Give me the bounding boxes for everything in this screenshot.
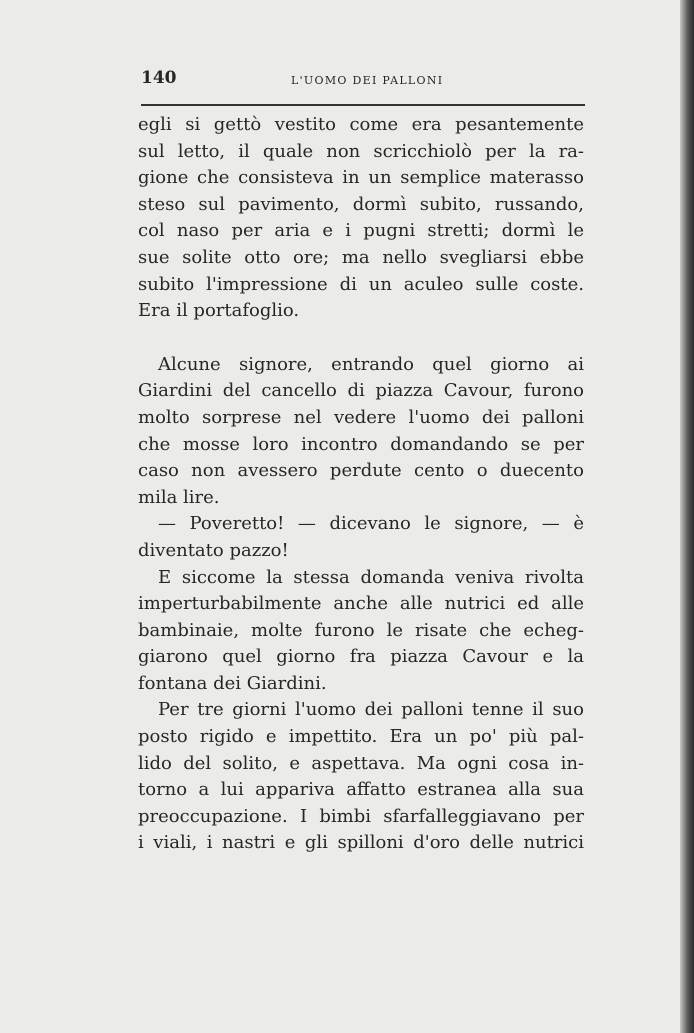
body-text (138, 112, 584, 857)
text-line: egli si gettò vestito come era pesantemente (138, 114, 584, 135)
text-line: subito l'impressione di un aculeo sulle coste. (138, 273, 584, 295)
text-line: torno a lui appariva affatto estranea alla sua (138, 779, 584, 801)
section-break (138, 325, 584, 352)
text-line: mila lire. (138, 486, 220, 508)
text-line: bambinaie, molte furono le risate che echeg- (138, 619, 584, 641)
paragraph (138, 697, 584, 857)
text-line: molto sorprese nel vedere l'uomo dei palloni (138, 406, 584, 428)
text-line: preoccupazione. I bimbi sfarfalleggiavano per (138, 805, 584, 827)
text-line: Alcune signore, entrando quel giorno ai (158, 353, 584, 375)
text-line: fontana dei Giardini. (138, 672, 327, 694)
paragraph (138, 565, 584, 698)
text-line: — Poveretto! — dicevano le signore, — è (158, 513, 584, 535)
text-line: sul letto, il quale non scricchiolò per la ra- (138, 140, 584, 162)
running-title: L'UOMO DEI PALLONI (291, 74, 444, 87)
text-line: giarono quel giorno fra piazza Cavour e la (138, 646, 584, 668)
text-line: lido del solito, e aspettava. Ma ogni cosa in- (138, 752, 584, 774)
text-line: E siccome la stessa domanda veniva rivolta (158, 566, 584, 588)
text-line: i viali, i nastri e gli spilloni d'oro delle nutrici (138, 832, 584, 854)
text-line: diventato pazzo! (138, 539, 289, 561)
text-line: sue solite otto ore; ma nello svegliarsi ebbe (138, 246, 584, 268)
text-line: posto rigido e impettito. Era un po' più pal- (138, 726, 584, 748)
text-line: imperturbabilmente anche alle nutrici ed alle (138, 593, 584, 615)
text-line: Giardini del cancello di piazza Cavour, furono (138, 380, 584, 402)
text-line: steso sul pavimento, dormì subito, russando, (138, 193, 584, 215)
text-line: caso non avessero perdute cento o duecento (138, 460, 584, 482)
text-line: Per tre giorni l'uomo dei palloni tenne il suo (158, 699, 584, 721)
header-rule (141, 104, 585, 106)
text-line: Era il portafoglio. (138, 300, 300, 322)
paragraph (138, 511, 584, 564)
page-number: 140 (141, 68, 177, 88)
page-header (141, 68, 583, 92)
paragraph (138, 112, 584, 325)
page-edge-shadow (680, 0, 694, 1033)
text-line: gione che consisteva in un semplice materasso (138, 167, 584, 189)
text-line: che mosse loro incontro domandando se per (138, 433, 584, 455)
paragraph (138, 352, 584, 512)
text-line: col naso per aria e i pugni stretti; dormì le (138, 220, 584, 242)
